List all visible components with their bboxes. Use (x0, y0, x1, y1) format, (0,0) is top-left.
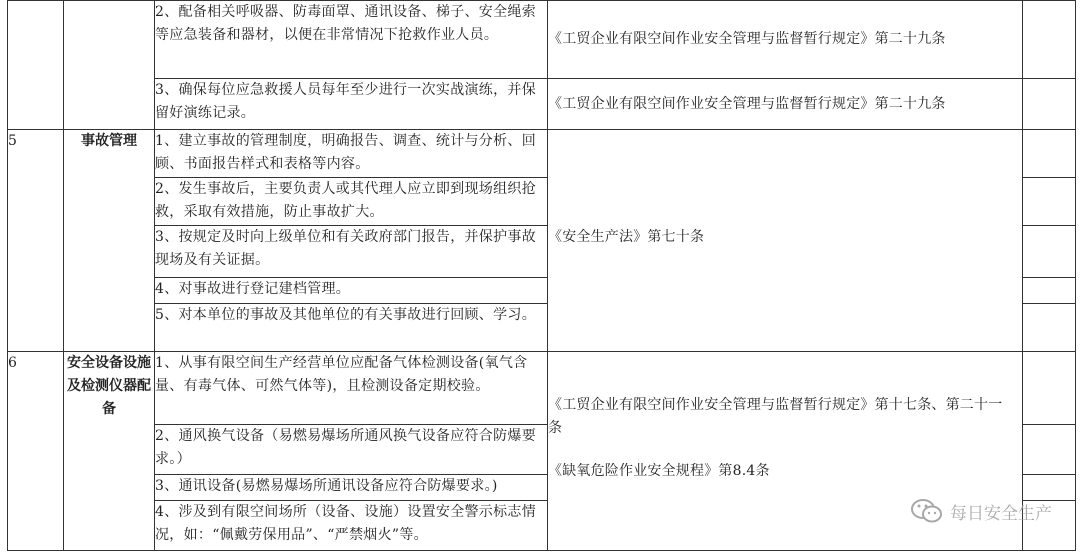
requirement-item: 3、确保每位应急救援人员每年至少进行一次实战演练，并保留好演练记录。 (155, 79, 548, 130)
table-row (8, 79, 1076, 130)
requirement-item: 3、通讯设备(易燃易爆场所通讯设备应符合防爆要求。) (155, 475, 548, 501)
table-row (8, 130, 1076, 178)
check-cell (1023, 178, 1076, 226)
requirement-item: 2、配备相关呼吸器、防毒面罩、通讯设备、梯子、安全绳索等应急装备和器材，以便在非常情况下抢救作业人员。 (155, 1, 548, 79)
legal-basis: 《工贸企业有限空间作业安全管理与监督暂行规定》第十七条、第二十一条 (548, 397, 1003, 436)
requirement-item: 4、对事故进行登记建档管理。 (155, 278, 548, 304)
regulation-table (7, 0, 1076, 551)
row-number: 6 (8, 352, 64, 551)
legal-basis: 《工贸企业有限空间作业安全管理与监督暂行规定》第二十九条 (548, 79, 1023, 130)
requirement-item: 4、涉及到有限空间场所（设备、设施）设置安全警示标志情况，如：“佩戴劳保用品”、“严禁烟火”等。 (155, 501, 548, 551)
requirement-item: 1、建立事故的管理制度，明确报告、调查、统计与分析、回顾、书面报告样式和表格等内容。 (155, 130, 548, 178)
row-category: 安全设备设施及检测仪器配备 (64, 352, 155, 551)
legal-basis: 《安全生产法》第七十条 (548, 130, 1023, 352)
legal-basis: 《工贸企业有限空间作业安全管理与监督暂行规定》第二十九条 (548, 1, 1023, 79)
row-number: 5 (8, 130, 64, 352)
check-cell (1023, 425, 1076, 475)
table-row (8, 1, 1076, 79)
check-cell (1023, 79, 1076, 130)
table-row (8, 352, 1076, 425)
requirement-item: 2、发生事故后，主要负责人或其代理人应立即到现场组织抢救，采取有效措施，防止事故扩大。 (155, 178, 548, 226)
check-cell (1023, 1, 1076, 79)
requirement-item: 5、对本单位的事故及其他单位的有关事故进行回顾、学习。 (155, 304, 548, 352)
check-cell (1023, 226, 1076, 278)
requirement-item: 3、按规定及时向上级单位和有关政府部门报告，并保护事故现场及有关证据。 (155, 226, 548, 278)
check-cell (1023, 352, 1076, 425)
legal-basis: 《缺氧危险作业安全规程》第8.4条 (548, 463, 770, 479)
watermark (910, 497, 1052, 525)
wechat-icon (910, 497, 944, 525)
row-number (8, 1, 64, 130)
check-cell (1023, 304, 1076, 352)
row-category (64, 1, 155, 130)
check-cell (1023, 130, 1076, 178)
watermark-text: 每日安全生产 (950, 503, 1052, 524)
row-category: 事故管理 (64, 130, 155, 352)
requirement-item: 1、从事有限空间生产经营单位应配备气体检测设备(氧气含量、有毒气体、可然气体等)，且检测设备定期校验。 (155, 352, 548, 425)
requirement-item: 2、通风换气设备（易燃易爆场所通风换气设备应符合防爆要求。） (155, 425, 548, 475)
check-cell (1023, 278, 1076, 304)
